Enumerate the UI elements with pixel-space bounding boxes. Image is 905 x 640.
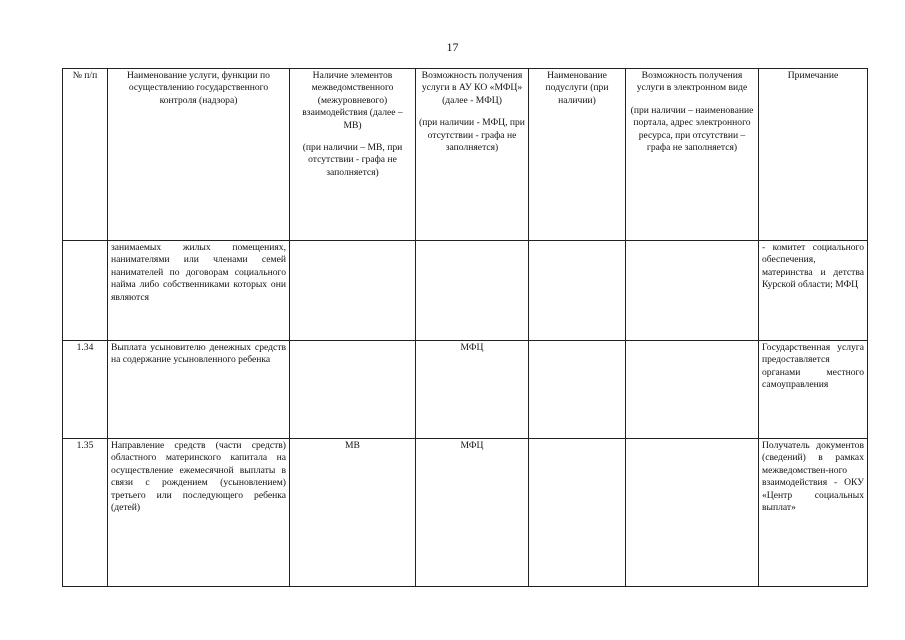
- row-mfc: [416, 241, 529, 341]
- row-mv: МВ: [290, 439, 416, 587]
- row-mfc: МФЦ: [416, 341, 529, 439]
- header-subservice: Наименование подуслуги (при наличии): [529, 69, 626, 241]
- header-remark: Примечание: [759, 69, 868, 241]
- row-num: [63, 241, 108, 341]
- row-electronic: [626, 439, 759, 587]
- header-electronic-title: Возможность получения услуги в электронном виде: [636, 70, 748, 94]
- services-table: [62, 68, 868, 587]
- row-subservice: [529, 241, 626, 341]
- row-mv: [290, 341, 416, 439]
- row-num: 1.34: [63, 341, 108, 439]
- row-subservice: [529, 439, 626, 587]
- header-electronic-note: (при наличии – наименование портала, адрес электронного ресурса, при отсутствии – графа не заполняется): [630, 104, 754, 154]
- table-row: [63, 341, 868, 439]
- row-service-name: занимаемых жилых помещениях, нанимателями или членами семей нанимателей по договорам социального найма либо собственниками которых они являются: [108, 241, 290, 341]
- page-number: 17: [446, 40, 459, 54]
- row-service-name: Выплата усыновителю денежных средств на содержание усыновленного ребенка: [108, 341, 290, 439]
- header-service-name: Наименование услуги, функции по осуществлению государственного контроля (надзора): [108, 69, 290, 241]
- header-mfc-title: Возможность получения услуги в АУ КО «МФЦ» (далее - МФЦ): [421, 70, 523, 106]
- row-mv: [290, 241, 416, 341]
- row-service-name: Направление средств (части средств) областного материнского капитала на осуществление ежемесячной выплаты в связи с рождением (усыновлением) третьего или последующего ребенка (детей): [108, 439, 290, 587]
- table-header-row: [63, 69, 868, 241]
- row-subservice: [529, 341, 626, 439]
- header-num: № п/п: [63, 69, 108, 241]
- row-remark: Государственная услуга предоставляется органами местного самоуправления: [759, 341, 868, 439]
- row-electronic: [626, 341, 759, 439]
- header-mfc-note: (при наличии - МФЦ, при отсутствии - графа не заполняется): [419, 117, 525, 154]
- header-mfc: [416, 69, 529, 241]
- row-mfc: МФЦ: [416, 439, 529, 587]
- row-remark: - комитет социального обеспечения, материнства и детства Курской области; МФЦ: [759, 241, 868, 341]
- row-remark: Получатель документов (сведений) в рамках межведомствен-ного взаимодействия - ОКУ «Центр социальных выплат»: [759, 439, 868, 587]
- row-electronic: [626, 241, 759, 341]
- header-mv-title: Наличие элементов межведомственного (межуровневого) взаимодействия (далее – МВ): [302, 70, 403, 131]
- row-num: 1.35: [63, 439, 108, 587]
- header-electronic: [626, 69, 759, 241]
- table-row: [63, 241, 868, 341]
- table-row: [63, 439, 868, 587]
- header-mv-note: (при наличии – МВ, при отсутствии - графа не заполняется): [302, 142, 403, 178]
- header-mv: [290, 69, 416, 241]
